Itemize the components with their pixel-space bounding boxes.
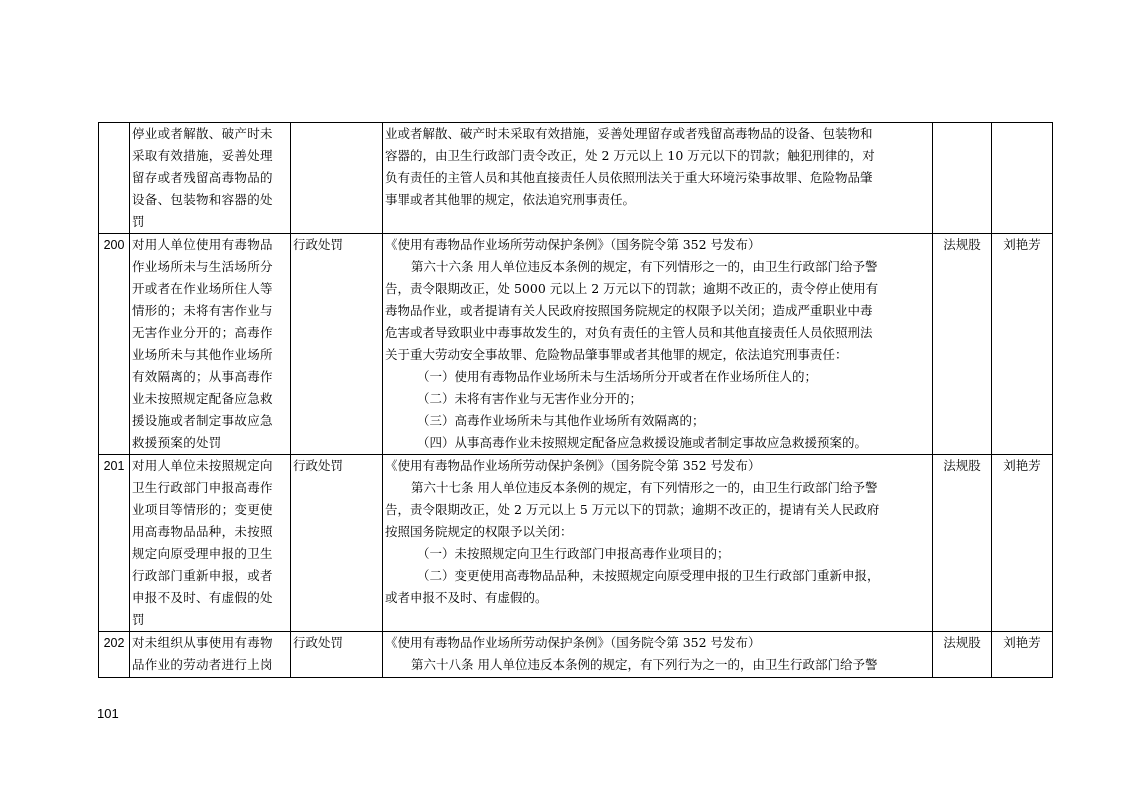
legal-basis-line: 容器的，由卫生行政部门责令改正，处 2 万元以上 10 万元以下的罚款；触犯刑律的，对 — [385, 148, 875, 163]
legal-basis-line: （二）变更使用高毒物品品种，未按照规定向原受理申报的卫生行政部门重新申报， — [417, 568, 880, 583]
description-line: 规定向原受理申报的卫生 — [132, 546, 273, 561]
item-number-cell — [99, 455, 130, 632]
legal-basis-line: 或者申报不及时、有虚假的。 — [385, 590, 548, 605]
item-description-cell — [130, 632, 291, 678]
legal-basis-cell — [383, 632, 933, 678]
description-line: 对用人单位未按照规定向 — [132, 458, 273, 473]
legal-basis-line: 告，责令限期改正，处 5000 元以上 2 万元以下的罚款；逾期不改正的，责令停止使用有 — [385, 281, 879, 296]
penalty-type-cell — [291, 632, 383, 678]
legal-basis-line: （二）未将有害作业与无害作业分开的； — [417, 391, 643, 406]
description-line: 停业或者解散、破产时未 — [132, 126, 273, 141]
responsible-person-cell — [992, 632, 1053, 678]
description-line: 有效隔离的；从事高毒作 — [132, 369, 273, 384]
item-number-cell — [99, 123, 130, 234]
item-number: 202 — [103, 636, 125, 650]
legal-basis-line: 负有责任的主管人员和其他直接责任人员依照刑法关于重大环境污染事故罪、危险物品肇 — [385, 170, 873, 185]
responsible-person-cell — [992, 234, 1053, 455]
legal-basis-line: 《使用有毒物品作业场所劳动保护条例》（国务院令第 352 号发布） — [385, 237, 761, 252]
legal-basis-line: 事罪或者其他罪的规定，依法追究刑事责任。 — [385, 192, 636, 207]
description-line: 开或者在作业场所住人等 — [132, 281, 273, 296]
description-line: 无害作业分开的；高毒作 — [132, 325, 273, 340]
legal-basis-line: （四）从事高毒作业未按照规定配备应急救援设施或者制定事故应急救援预案的。 — [417, 435, 868, 450]
description-line: 行政部门重新申报，或者 — [132, 568, 273, 583]
department-cell — [933, 632, 992, 678]
description-line: 用高毒物品品种，未按照 — [132, 524, 273, 539]
legal-basis-line: 危害或者导致职业中毒事故发生的，对负有责任的主管人员和其他直接责任人员依照刑法 — [385, 325, 873, 340]
penalty-type-cell — [291, 123, 383, 234]
description-line: 罚 — [132, 214, 145, 229]
description-line: 情形的；未将有害作业与 — [132, 303, 273, 318]
legal-basis-line: （一）使用有毒物品作业场所未与生活场所分开或者在作业场所住人的； — [417, 369, 818, 384]
description-line: 作业场所未与生活场所分 — [132, 259, 273, 274]
department-cell — [933, 455, 992, 632]
description-line: 对未组织从事使用有毒物 — [132, 635, 273, 650]
description-line: 业未按照规定配备应急救 — [132, 391, 273, 406]
table-body — [99, 123, 1053, 678]
description-line: 申报不及时、有虚假的处 — [132, 590, 273, 605]
penalty-type-cell — [291, 234, 383, 455]
legal-basis-cell — [383, 455, 933, 632]
legal-basis-line: 《使用有毒物品作业场所劳动保护条例》（国务院令第 352 号发布） — [385, 458, 761, 473]
penalty-type-cell — [291, 455, 383, 632]
legal-basis-line: 按照国务院规定的权限予以关闭： — [385, 524, 573, 539]
item-description-cell — [130, 123, 291, 234]
legal-basis-line: 第六十八条 用人单位违反本条例的规定，有下列行为之一的，由卫生行政部门给予警 — [411, 657, 878, 672]
penalty-type: 行政处罚 — [293, 635, 344, 650]
table-row — [99, 123, 1053, 234]
legal-basis-cell — [383, 234, 933, 455]
description-line: 救援预案的处罚 — [132, 435, 222, 450]
description-line: 罚 — [132, 612, 145, 627]
penalty-type: 行政处罚 — [293, 237, 344, 252]
legal-basis-line: 第六十六条 用人单位违反本条例的规定，有下列情形之一的，由卫生行政部门给予警 — [411, 259, 878, 274]
responsible-person-cell — [992, 123, 1053, 234]
legal-basis-line: 《使用有毒物品作业场所劳动保护条例》（国务院令第 352 号发布） — [385, 635, 761, 650]
item-number: 201 — [103, 459, 125, 473]
item-number-cell — [99, 234, 130, 455]
responsible-person: 刘艳芳 — [1003, 635, 1041, 650]
legal-basis-line: 第六十七条 用人单位违反本条例的规定，有下列情形之一的，由卫生行政部门给予警 — [411, 480, 878, 495]
description-line: 品作业的劳动者进行上岗 — [132, 657, 273, 672]
responsible-person-cell — [992, 455, 1053, 632]
responsible-person: 刘艳芳 — [1003, 458, 1041, 473]
description-line: 业项目等情形的；变更使 — [132, 502, 273, 517]
description-line: 对用人单位使用有毒物品 — [132, 237, 273, 252]
department: 法规股 — [943, 635, 981, 650]
department: 法规股 — [943, 237, 981, 252]
item-description-cell — [130, 234, 291, 455]
legal-basis-line: 告，责令限期改正，处 2 万元以上 5 万元以下的罚款；逾期不改正的，提请有关人民政府 — [385, 502, 880, 517]
penalty-type: 行政处罚 — [293, 458, 344, 473]
legal-basis-line: 关于重大劳动安全事故罪、危险物品肇事罪或者其他罪的规定，依法追究刑事责任： — [385, 347, 848, 362]
description-line: 业场所未与其他作业场所 — [132, 347, 273, 362]
table-row — [99, 632, 1053, 678]
legal-basis-cell — [383, 123, 933, 234]
responsible-person: 刘艳芳 — [1003, 237, 1041, 252]
legal-basis-line: 业或者解散、破产时未采取有效措施，妥善处理留存或者残留高毒物品的设备、包装物和 — [385, 126, 873, 141]
table-row — [99, 234, 1053, 455]
department: 法规股 — [943, 458, 981, 473]
description-line: 卫生行政部门申报高毒作 — [132, 480, 273, 495]
page-number: 101 — [97, 706, 119, 721]
legal-basis-line: 毒物品作业，或者提请有关人民政府按照国务院规定的权限予以关闭；造成严重职业中毒 — [385, 303, 873, 318]
department-cell — [933, 123, 992, 234]
department-cell — [933, 234, 992, 455]
legal-basis-line: （三）高毒作业场所未与其他作业场所有效隔离的； — [417, 413, 705, 428]
item-number-cell — [99, 632, 130, 678]
legal-basis-line: （一）未按照规定向卫生行政部门申报高毒作业项目的； — [417, 546, 730, 561]
item-number: 200 — [103, 238, 125, 252]
item-description-cell — [130, 455, 291, 632]
description-line: 援设施或者制定事故应急 — [132, 413, 273, 428]
description-line: 留存或者残留高毒物品的 — [132, 170, 273, 185]
table-row — [99, 455, 1053, 632]
description-line: 采取有效措施，妥善处理 — [132, 148, 273, 163]
description-line: 设备、包装物和容器的处 — [132, 192, 273, 207]
penalty-table — [98, 122, 1053, 678]
